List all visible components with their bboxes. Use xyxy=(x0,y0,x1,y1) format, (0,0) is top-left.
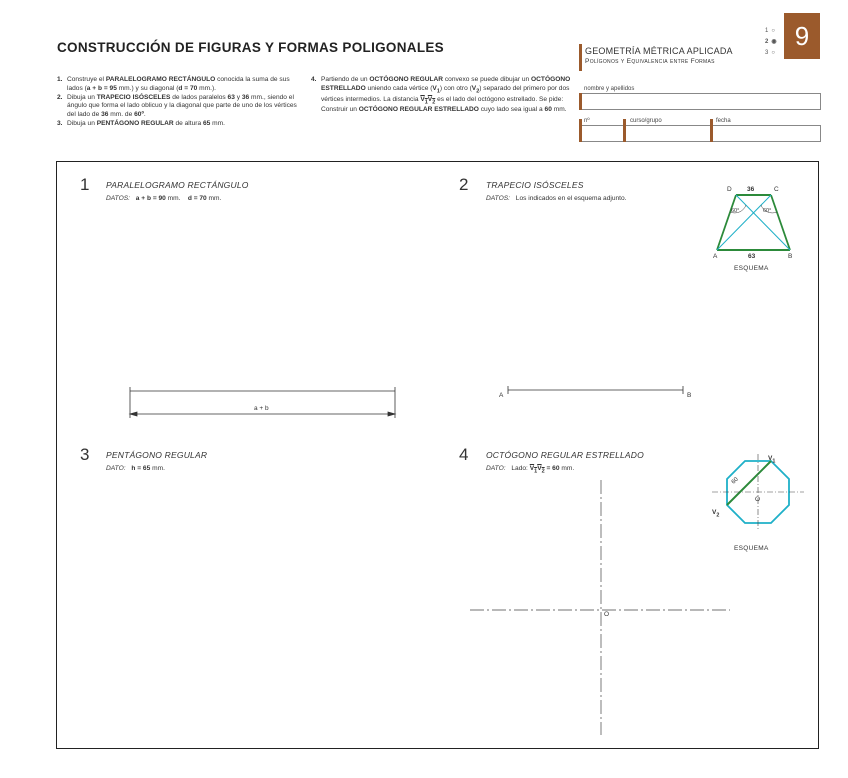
segment-a-plus-b xyxy=(130,387,395,418)
page-title: CONSTRUCCIÓN DE FIGURAS Y FORMAS POLIGONALES xyxy=(57,40,444,55)
problem-1-number: 1 xyxy=(80,175,90,194)
problem-4-number: 4 xyxy=(459,445,469,464)
segment-a-plus-b-label: a + b xyxy=(254,405,269,412)
problem-3-data: DATO: h = 65 mm. xyxy=(106,465,165,472)
center-o-label: O xyxy=(604,611,610,618)
problem-4-data: DATO: Lado: $V_1V_2 = 60$ mm. xyxy=(486,465,575,475)
problem-1-data: DATOS: a + b = 90 mm. d = 70 mm. xyxy=(106,195,222,202)
esq-60-label: 60 xyxy=(730,476,740,486)
point-b-label: B xyxy=(687,392,692,399)
esq-angle-1: 60° xyxy=(731,208,740,214)
octagon-esquema-label: ESQUEMA xyxy=(734,545,769,552)
esq-top-label: 36 xyxy=(747,186,755,193)
problem-2-number: 2 xyxy=(459,175,469,194)
esq-d-label: D xyxy=(727,186,732,193)
problem-1-title: PARALELOGRAMO RECTÁNGULO xyxy=(106,180,249,190)
segment-ab xyxy=(508,386,683,394)
instruction-2: 2. Dibuja un TRAPECIO ISÓSCELES de lados paralelos 63 y 36 mm., siendo el ángulo que forma el lado oblicuo y la diagonal que parte de uno de los vértices del lado de 36 mm. de 60º. xyxy=(57,93,297,118)
instruction-3: 3. Dibuja un PENTÁGONO REGULAR de altura 65 mm. xyxy=(57,119,225,127)
level-1[interactable]: 1 ○ xyxy=(765,28,775,34)
date-label: fecha xyxy=(716,118,731,124)
name-label: nombre y apellidos xyxy=(584,86,635,92)
esq-v1-label: $V_1$ xyxy=(768,455,776,465)
problem-2-title: TRAPECIO ISÓSCELES xyxy=(486,180,584,190)
instruction-1: 1. Construye el PARALELOGRAMO RECTÁNGULO conocida la suma de sus lados (a + b = 95 mm.) y su diagonal (d = 70 mm.). xyxy=(57,76,290,92)
num-label: nº xyxy=(584,118,590,124)
problem-2-data: DATOS: Los indicados en el esquema adjunto. xyxy=(486,195,627,202)
level-3[interactable]: 3 ○ xyxy=(765,50,775,56)
instruction-4: 4. Partiendo de un OCTÓGONO REGULAR convexo se puede dibujar un OCTÓGONO ESTRELLADO uniendo cada vértice $(V_1)$ con otro $(V_2)$ separado del primero por dos vértices intermedios. La distancia $V_1V_2$ es el lado del octógono estrellado. Se pide: Construir un OCTÓGONO REGULAR ESTRELLADO cuyo lado sea igual a 60 mm. xyxy=(311,76,571,114)
subject-subtitle: Polígonos y Equivalencia entre Formas xyxy=(585,58,715,65)
problem-3-title: PENTÁGONO REGULAR xyxy=(106,450,208,460)
point-a-label: A xyxy=(499,392,504,399)
esq-a-label: A xyxy=(713,253,718,260)
problem-4-title: OCTÓGONO REGULAR ESTRELLADO xyxy=(486,450,644,460)
octagon-scheme xyxy=(712,454,804,531)
trapezoid-esquema-label: ESQUEMA xyxy=(734,265,769,272)
subject-title: GEOMETRÍA MÉTRICA APLICADA xyxy=(585,46,733,56)
sheet-number-tab: 9 xyxy=(784,13,820,59)
octagon-axes xyxy=(470,480,730,735)
esq-b-label: B xyxy=(788,253,793,260)
level-2[interactable]: 2 ◉ xyxy=(765,39,777,45)
esq-o-label: O xyxy=(755,496,761,503)
esq-bottom-label: 63 xyxy=(748,253,756,260)
course-label: curso/grupo xyxy=(630,118,662,124)
esq-v2-label: $V_2$ xyxy=(712,509,720,519)
problem-3-number: 3 xyxy=(80,445,90,464)
trapezoid-scheme xyxy=(717,195,790,250)
esq-c-label: C xyxy=(774,186,779,193)
esq-angle-2: 60° xyxy=(763,208,772,214)
